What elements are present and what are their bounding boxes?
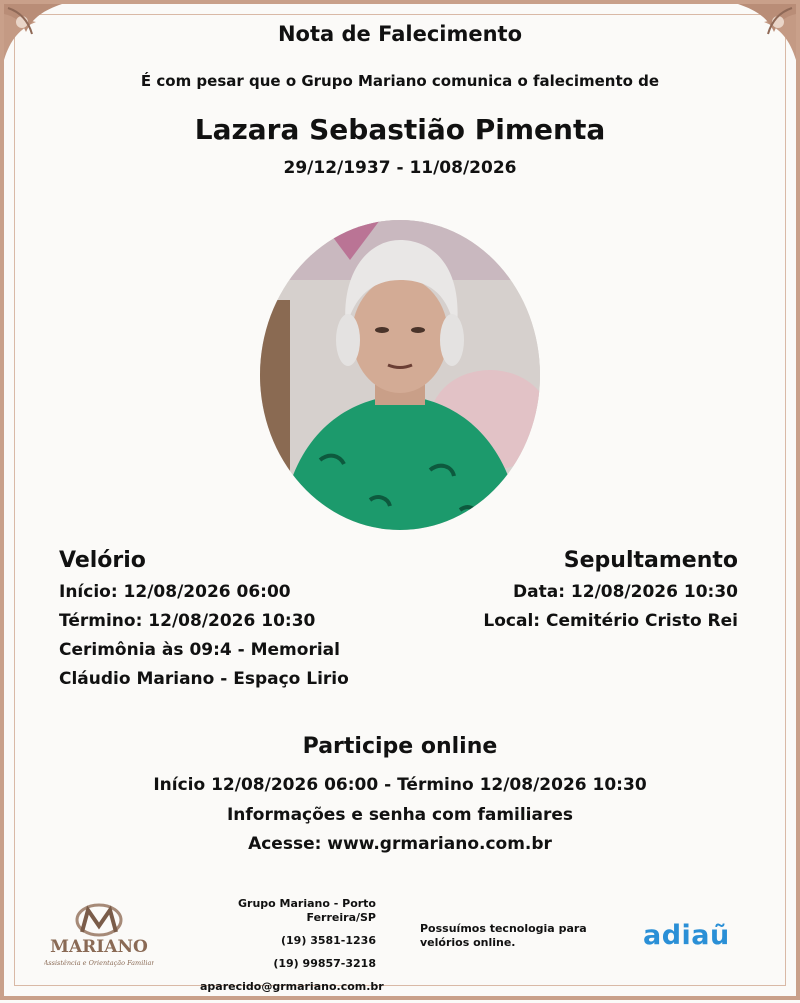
logo-subtitle: Assistência e Orientação Familiar	[44, 959, 154, 967]
velorio-cerimonia-line-2: Cláudio Mariano - Espaço Lirio	[59, 669, 349, 689]
intro-text: É com pesar que o Grupo Mariano comunica o falecimento de	[140, 72, 660, 90]
contact-email[interactable]: aparecido@grmariano.com.br	[200, 980, 384, 993]
deceased-name: Lazara Sebastião Pimenta	[194, 113, 606, 146]
mariano-m-icon	[44, 902, 154, 972]
adiau-logo: adiaũ	[643, 920, 730, 951]
sepultamento-local: Local: Cemitério Cristo Rei	[483, 611, 738, 631]
online-site-link[interactable]: Acesse: www.grmariano.com.br	[248, 834, 552, 854]
velorio-termino: Término: 12/08/2026 10:30	[59, 611, 316, 631]
sepultamento-section	[418, 546, 738, 636]
contact-phone-1[interactable]: (19) 3581-1236	[281, 934, 376, 947]
grupo-mariano-logo	[44, 902, 154, 972]
sepultamento-heading: Sepultamento	[563, 548, 738, 573]
velorio-inicio: Início: 12/08/2026 06:00	[59, 582, 291, 602]
sepultamento-data: Data: 12/08/2026 10:30	[513, 582, 738, 602]
online-times: Início 12/08/2026 06:00 - Término 12/08/2026 10:30	[153, 775, 647, 795]
velorio-cerimonia-line-1: Cerimônia às 09:4 - Memorial	[59, 640, 340, 660]
velorio-heading: Velório	[59, 548, 146, 573]
online-title: Participe online	[302, 734, 498, 759]
tech-note: Possuímos tecnologia para velórios online.	[420, 922, 587, 949]
contact-block	[200, 897, 384, 1003]
contact-phone-2[interactable]: (19) 99857-3218	[273, 957, 376, 970]
contact-address: Grupo Mariano - Porto Ferreira/SP	[237, 897, 376, 924]
page-title: Nota de Falecimento	[277, 22, 523, 46]
life-dates: 29/12/1937 - 11/08/2026	[283, 158, 517, 178]
portrait-photo	[260, 220, 540, 530]
online-info: Informações e senha com familiares	[226, 805, 574, 825]
velorio-section	[59, 546, 379, 694]
logo-text: MARIANO	[50, 937, 148, 957]
